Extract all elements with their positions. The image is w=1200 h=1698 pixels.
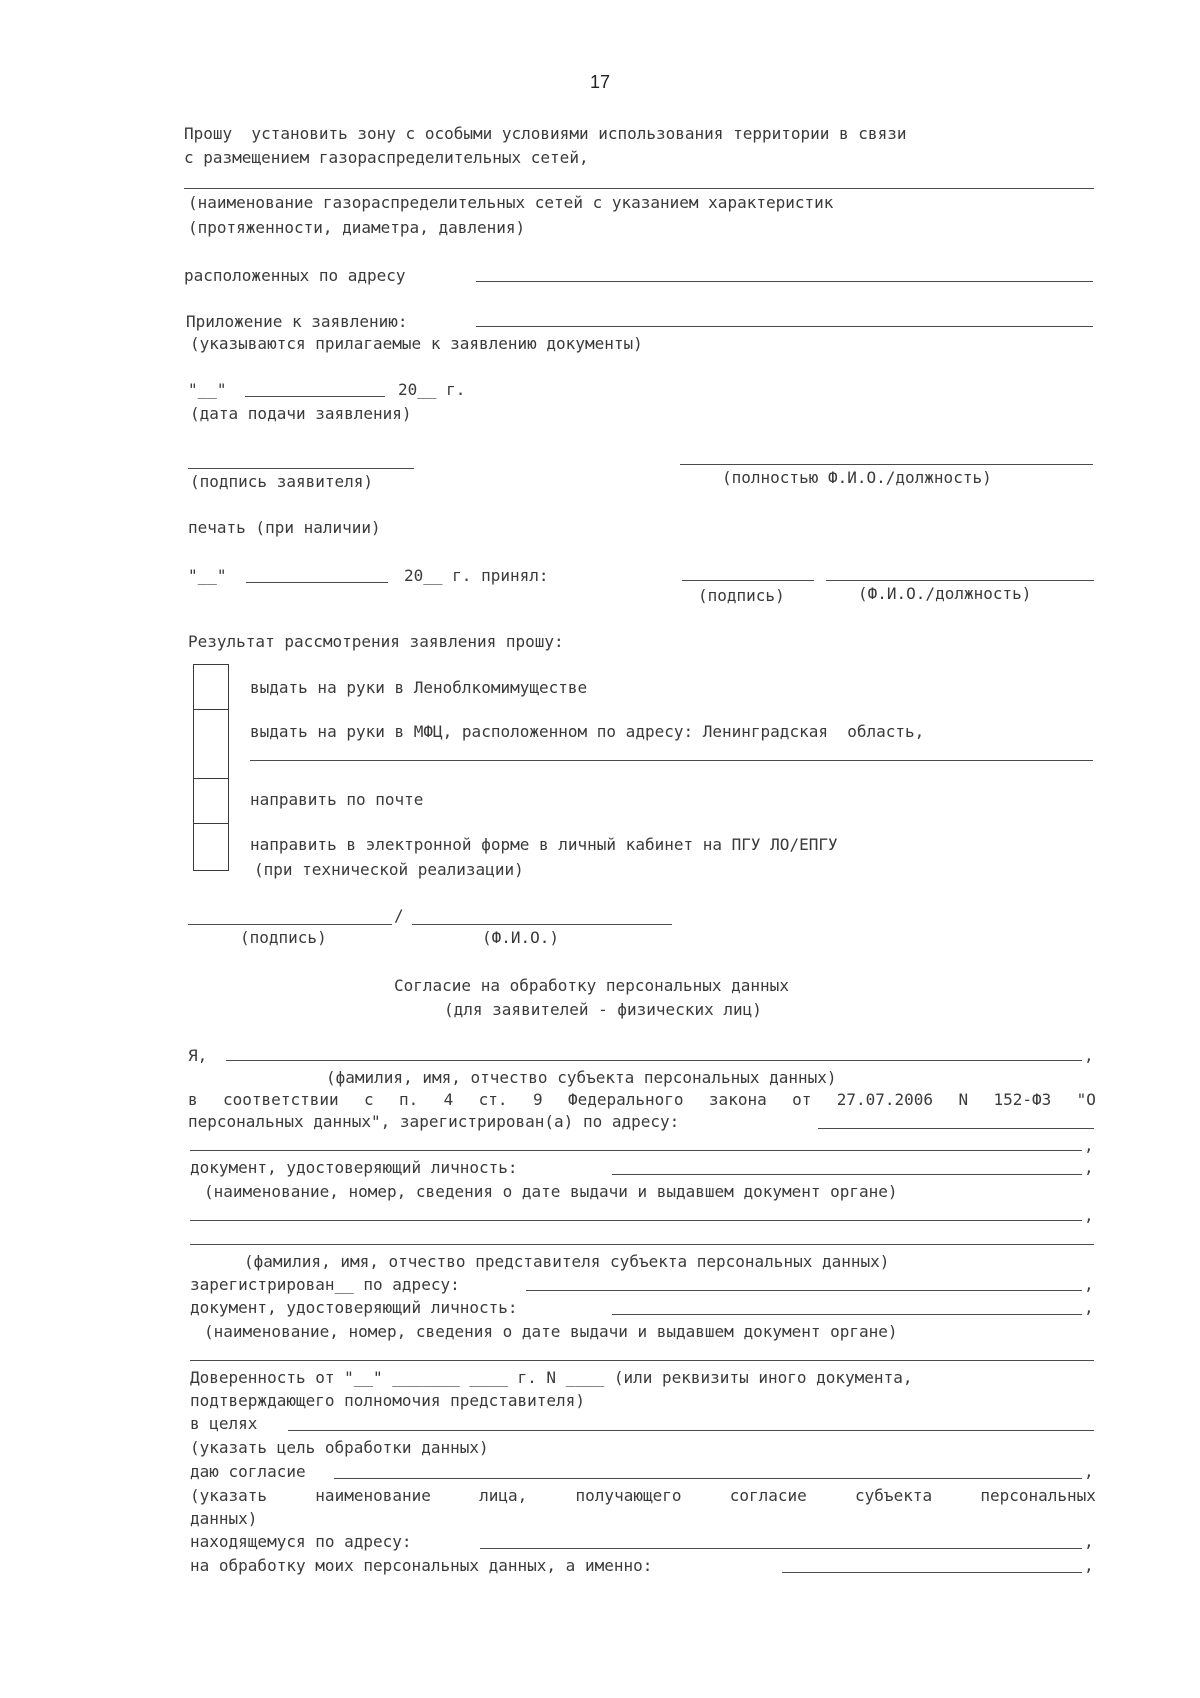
consent-subtitle: (для заявителей - физических лиц) [444, 1000, 762, 1019]
date-day: "__" [188, 380, 227, 399]
recipient-hint-2: данных) [190, 1509, 258, 1528]
network-hint-2: (протяженности, диаметра, давления) [188, 218, 526, 237]
comma-8: , [1084, 1532, 1094, 1551]
subject-fio-field[interactable] [226, 1060, 1082, 1061]
request-line-1: Прошу установить зону с особыми условиями использования территории в связи [184, 124, 907, 143]
id-document-field-2[interactable] [190, 1220, 1082, 1221]
consent-title: Согласие на обработку персональных данных [394, 976, 789, 995]
received-signature-hint: (подпись) [698, 586, 785, 605]
option-label-1: выдать на руки в Леноблкомимуществе [250, 678, 588, 697]
purpose-field[interactable] [288, 1430, 1094, 1431]
stamp-label: печать (при наличии) [188, 518, 381, 537]
applicant-name-field[interactable] [680, 464, 1093, 465]
received-year-label: 20__ г. принял: [404, 566, 549, 585]
option-label-2: выдать на руки в МФЦ, расположенном по адресу: Ленинградская область, [250, 722, 925, 741]
proxy-line-2: подтверждающего полномочия представителя) [190, 1391, 585, 1410]
option-checkbox-4[interactable] [193, 823, 229, 871]
attachment-label: Приложение к заявлению: [186, 312, 408, 331]
network-name-field[interactable] [184, 188, 1094, 189]
option-checkbox-2[interactable] [193, 709, 229, 779]
subject-address-field[interactable] [818, 1128, 1094, 1129]
option-checkbox-1[interactable] [193, 664, 229, 710]
received-name-hint: (Ф.И.О./должность) [858, 584, 1032, 603]
representative-address-label: зарегистрирован__ по адресу: [190, 1275, 460, 1294]
give-consent-label: даю согласие [190, 1462, 306, 1481]
representative-doc-hint: (наименование, номер, сведения о дате выдачи и выдавшем документ органе) [204, 1322, 898, 1341]
representative-doc-field-2[interactable] [190, 1360, 1094, 1361]
comma-7: , [1084, 1462, 1094, 1481]
network-hint-1: (наименование газораспределительных сетей с указанием характеристик [188, 193, 834, 212]
processing-data-field[interactable] [782, 1572, 1082, 1573]
applicant-signature-hint: (подпись заявителя) [190, 472, 374, 491]
received-signature-field[interactable] [682, 580, 814, 581]
representative-address-field[interactable] [526, 1290, 1082, 1291]
purpose-label: в целях [190, 1414, 258, 1433]
comma-3: , [1084, 1158, 1094, 1177]
received-day: "__" [188, 566, 227, 585]
subject-address-field-2[interactable] [190, 1150, 1082, 1151]
purpose-hint: (указать цель обработки данных) [190, 1438, 489, 1457]
ya-label: Я, [188, 1046, 208, 1065]
applicant-name-hint: (полностью Ф.И.О./должность) [722, 468, 992, 487]
date-year: 20__ г. [398, 380, 466, 399]
located-label: находящемуся по адресу: [190, 1532, 412, 1551]
option-label-3: направить по почте [250, 790, 424, 809]
signature-hint: (подпись) [240, 928, 327, 947]
id-document-field[interactable] [612, 1174, 1082, 1175]
subject-fio-hint: (фамилия, имя, отчество субъекта персональных данных) [326, 1068, 837, 1087]
comma-1: , [1084, 1046, 1094, 1065]
date-hint: (дата подачи заявления) [190, 404, 412, 423]
option-checkbox-3[interactable] [193, 778, 229, 824]
representative-fio-hint: (фамилия, имя, отчество представителя субъекта персональных данных) [244, 1252, 890, 1271]
fio-field[interactable] [412, 924, 672, 925]
attachment-field[interactable] [476, 326, 1093, 327]
law-line-1: в соответствии с п. 4 ст. 9 Федерального закона от 27.07.2006 N 152-ФЗ "О [188, 1090, 1096, 1109]
comma-6: , [1084, 1298, 1094, 1317]
representative-doc-field[interactable] [612, 1314, 1082, 1315]
representative-doc-label: документ, удостоверяющий личность: [190, 1298, 518, 1317]
id-document-hint: (наименование, номер, сведения о дате выдачи и выдавшем документ органе) [204, 1182, 898, 1201]
fio-hint: (Ф.И.О.) [482, 928, 560, 947]
mfc-address-field[interactable] [250, 760, 1093, 761]
date-month-field[interactable] [245, 396, 385, 397]
option-label-4: направить в электронной форме в личный кабинет на ПГУ ЛО/ЕПГУ [250, 835, 838, 854]
address-field[interactable] [476, 281, 1093, 282]
request-line-2: с размещением газораспределительных сетей, [184, 148, 589, 167]
received-name-field[interactable] [826, 580, 1094, 581]
received-month-field[interactable] [246, 582, 388, 583]
attachment-hint: (указываются прилагаемые к заявлению документы) [190, 334, 643, 353]
signature-slash: / [394, 906, 404, 925]
recipient-address-field[interactable] [480, 1548, 1082, 1549]
comma-5: , [1084, 1275, 1094, 1294]
id-document-label: документ, удостоверяющий личность: [190, 1158, 518, 1177]
law-line-2: персональных данных", зарегистрирован(а) по адресу: [188, 1112, 680, 1131]
page-number: 17 [589, 72, 611, 92]
comma-4: , [1084, 1206, 1094, 1225]
recipient-field[interactable] [334, 1478, 1082, 1479]
option-4-hint: (при технической реализации) [254, 860, 524, 879]
processing-label: на обработку моих персональных данных, а именно: [190, 1556, 653, 1575]
comma-9: , [1084, 1556, 1094, 1575]
recipient-hint: (указать наименование лица, получающего согласие субъекта персональных [190, 1486, 1096, 1505]
proxy-line-1: Доверенность от "__" _______ ____ г. N ____ (или реквизиты иного документа, [190, 1368, 913, 1387]
result-title: Результат рассмотрения заявления прошу: [188, 632, 564, 651]
representative-fio-field[interactable] [190, 1244, 1094, 1245]
address-label: расположенных по адресу [184, 266, 406, 285]
signature-field[interactable] [188, 924, 392, 925]
comma-2: , [1084, 1136, 1094, 1155]
applicant-signature-field[interactable] [188, 468, 414, 469]
